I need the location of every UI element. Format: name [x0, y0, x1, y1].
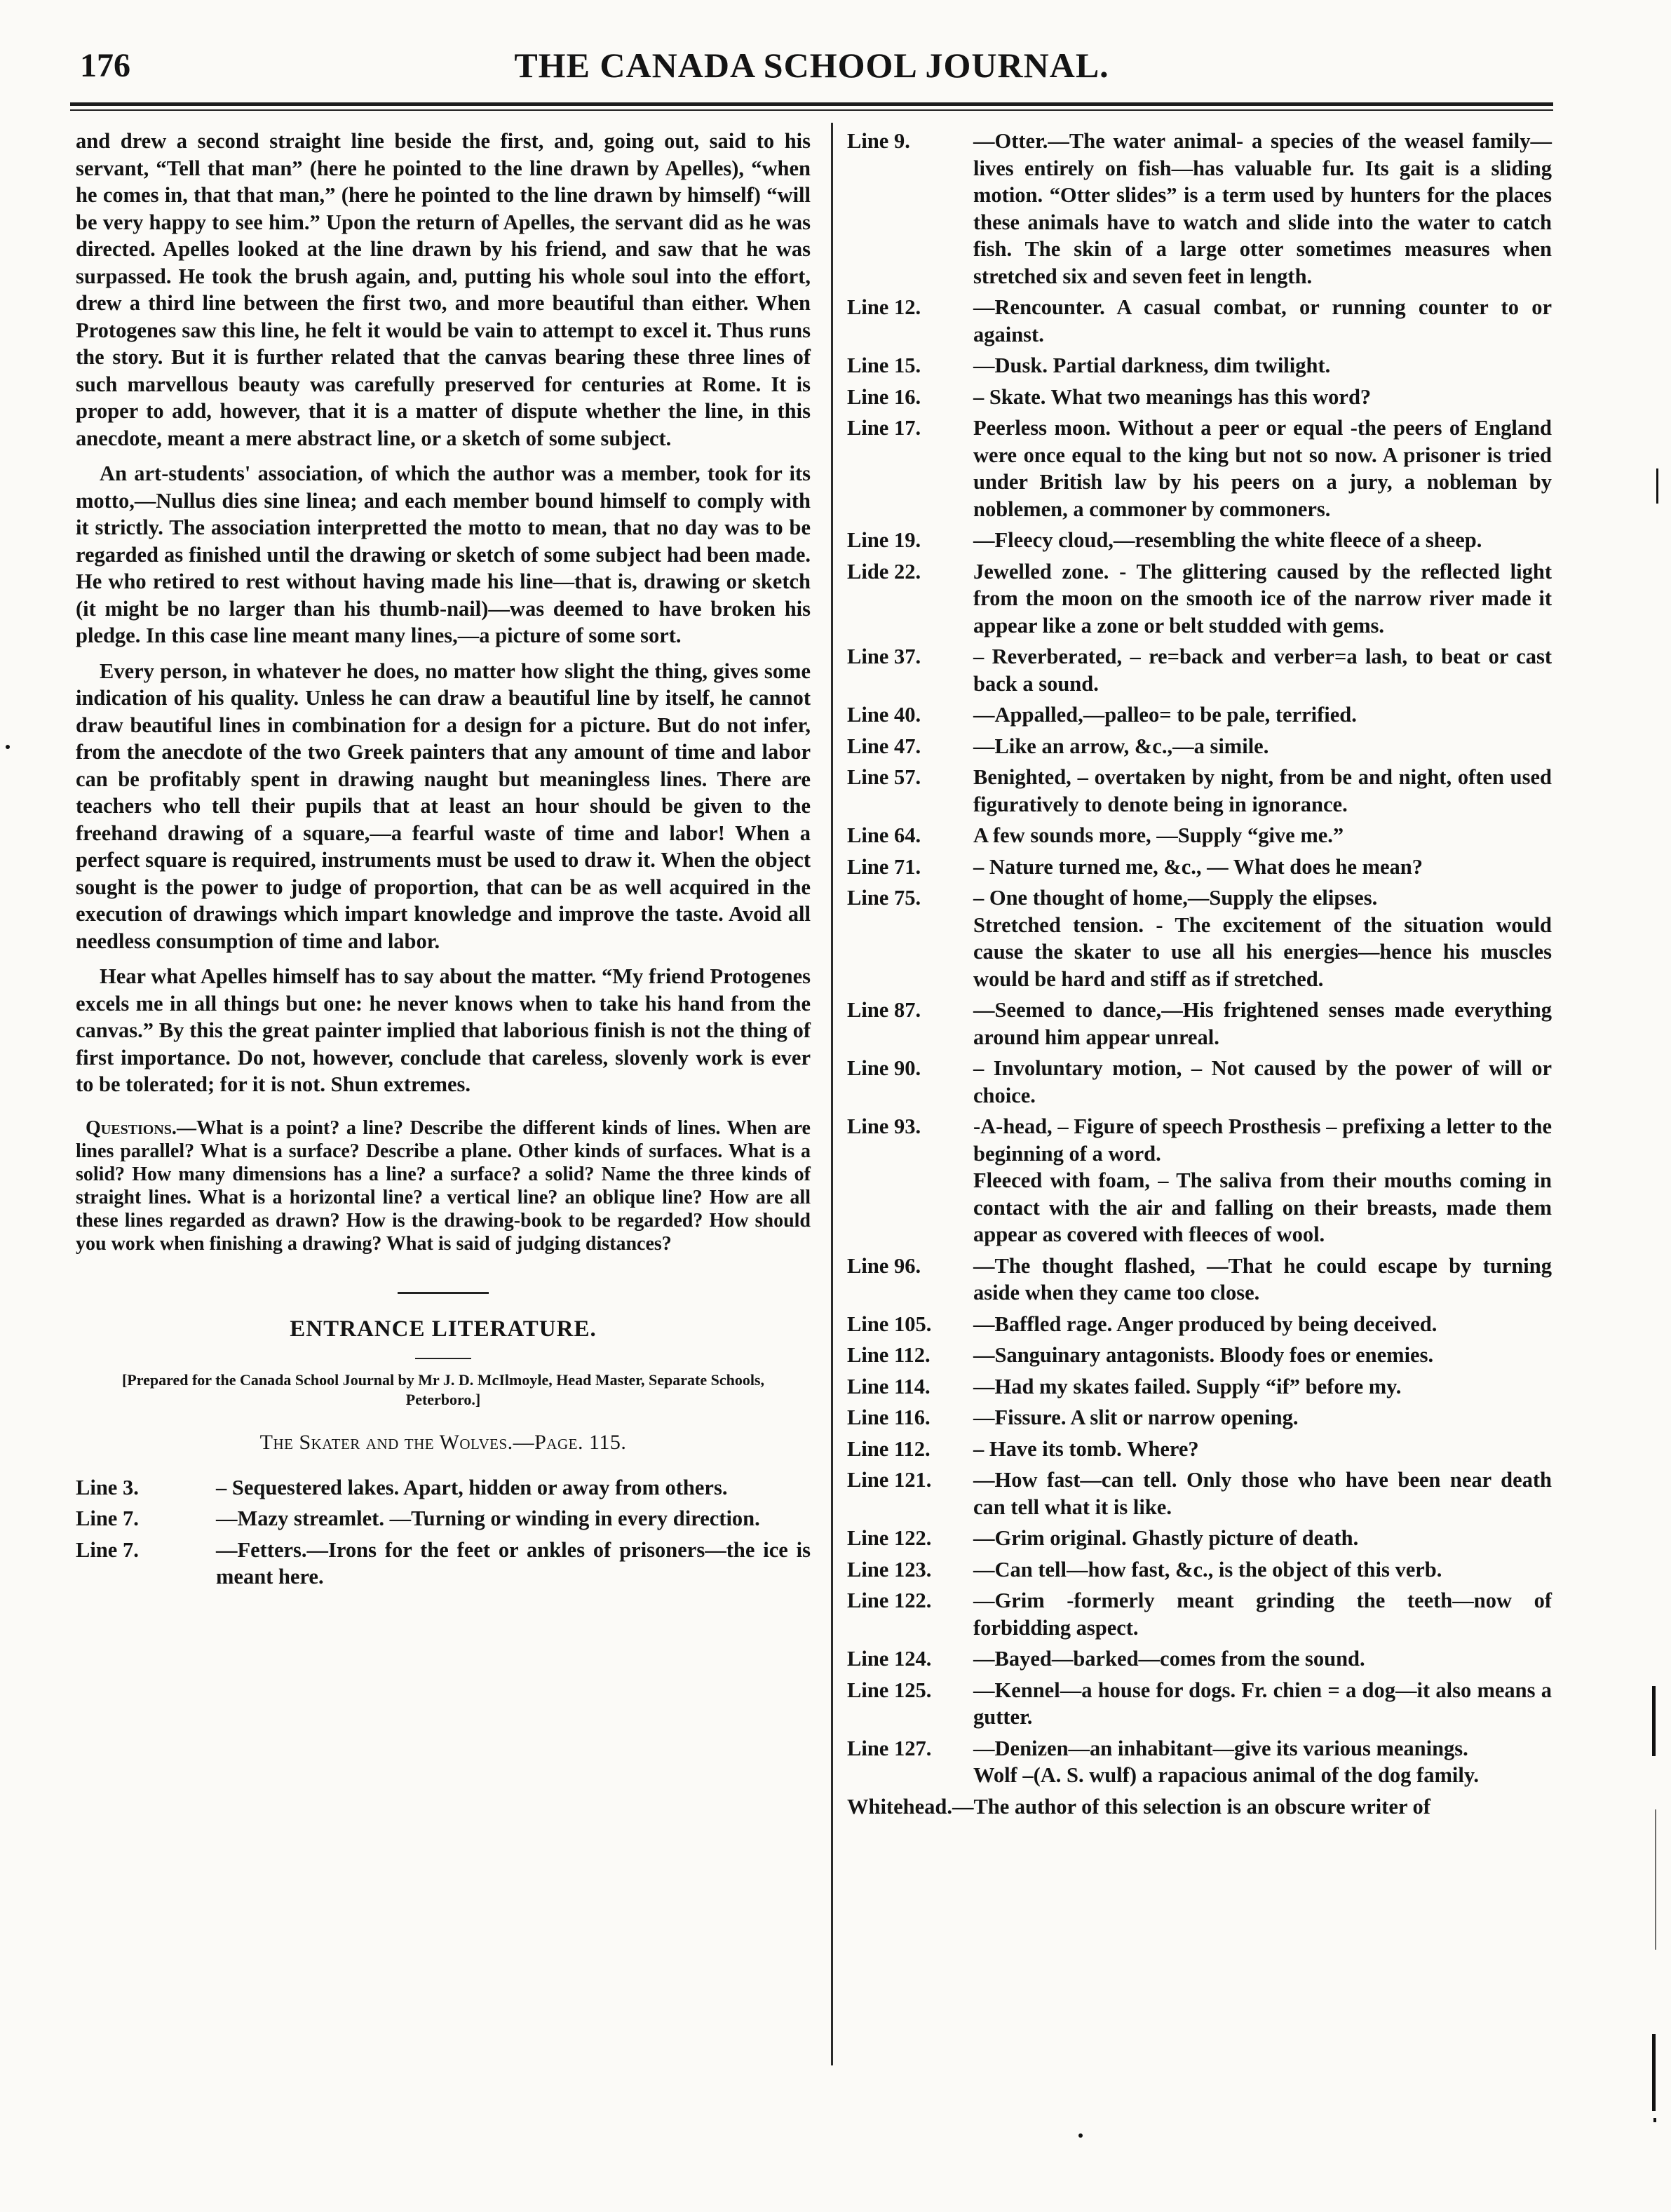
line-ref: Line 9.	[847, 129, 910, 153]
line-note	[847, 527, 1552, 554]
line-ref: Line 75.	[847, 886, 921, 910]
line-note	[847, 1253, 1552, 1307]
line-ref: Line 19.	[847, 528, 921, 552]
margin-mark	[6, 745, 10, 749]
line-ref: Line 15.	[847, 353, 921, 377]
line-note	[847, 997, 1552, 1051]
note-text: —Seemed to dance,—His frightened senses made everything around him appear unreal.	[973, 998, 1552, 1049]
line-ref: Line 93.	[847, 1114, 921, 1138]
line-note	[847, 701, 1552, 729]
note-text: —Dusk. Partial darkness, dim twilight.	[973, 353, 1331, 377]
note-text: —Denizen—an inhabitant—give its various meanings.	[973, 1736, 1468, 1760]
line-ref: Line 57.	[847, 765, 921, 789]
line-note	[847, 1404, 1552, 1431]
line-note	[76, 1505, 811, 1532]
note-text: —Fetters.—Irons for the feet or ankles of prisoners—the ice is meant here.	[216, 1537, 811, 1589]
note-text: —Can tell—how fast, &c., is the object of this verb.	[973, 1557, 1442, 1582]
line-ref: Line 121.	[847, 1468, 932, 1492]
left-column	[76, 128, 811, 1595]
line-note	[847, 764, 1552, 818]
line-note	[847, 1436, 1552, 1463]
note-text: Peerless moon. Without a peer or equal -the peers of England were once equal to the king but not so now. A prisoner is tried under British law by his peers on a jury, a nobleman by noblemen, a commoner by commoners.	[973, 416, 1552, 521]
header-rule-thick	[70, 102, 1553, 106]
line-note	[847, 558, 1552, 640]
line-note	[847, 1645, 1552, 1673]
line-ref: Lide 22.	[847, 559, 921, 584]
line-ref: Line 47.	[847, 734, 921, 758]
line-ref: Line 37.	[847, 645, 921, 668]
line-note	[847, 1735, 1552, 1789]
note-text: Whitehead.—The author of this selection is an obscure writer of	[847, 1794, 1430, 1819]
line-note	[847, 643, 1552, 697]
note-text: —Kennel—a house for dogs. Fr. chien = a dog—it also means a gutter.	[973, 1678, 1552, 1729]
body-paragraph: Hear what Apelles himself has to say about the matter. “My friend Protogenes excels me in all things but one: he never knows when to take his hand from the canvas.” By this the great painter implied that laborious finish is not the thing of first importance. Do not, however, conclude that careless, slovenly work is ever to be tolerated; for it is not. Shun extremes.	[76, 964, 811, 1096]
lesson-heading: The Skater and the Wolves.—Page. 115.	[259, 1430, 627, 1454]
line-ref: Line 123.	[847, 1557, 932, 1582]
line-note	[847, 854, 1552, 881]
line-ref: Line 96.	[847, 1253, 921, 1278]
line-ref: Line 112.	[847, 1436, 931, 1461]
page-number: 176	[80, 47, 130, 84]
line-ref: Line 127.	[847, 1736, 932, 1760]
line-note	[847, 1677, 1552, 1731]
note-text: —Rencounter. A casual combat, or running counter to or against.	[973, 295, 1552, 346]
header-rule-thin	[70, 109, 1553, 111]
line-note	[847, 884, 1552, 992]
line-ref: Line 116.	[847, 1405, 931, 1429]
line-note	[847, 128, 1552, 290]
note-text: Benighted, – overtaken by night, from be and night, often used figuratively to denote being in ignorance.	[973, 765, 1552, 816]
line-note	[847, 1556, 1552, 1584]
section-subdivider	[415, 1358, 471, 1359]
note-text: Jewelled zone. - The glittering caused by the reflected light from the moon on the smooth ice of the narrow river made it appear like a zone or belt studded with gems.	[973, 559, 1552, 638]
line-ref: Line 71.	[847, 854, 921, 879]
questions-label: Questions.	[86, 1117, 177, 1139]
margin-mark	[1653, 2118, 1656, 2122]
note-text: —Had my skates failed. Supply “if” before my.	[973, 1374, 1402, 1398]
line-ref: Line 12.	[847, 295, 921, 319]
line-ref: Line 90.	[847, 1056, 921, 1080]
journal-title: THE CANADA SCHOOL JOURNAL.	[514, 46, 1109, 85]
note-text: —The thought flashed, —That he could escape by turning aside when they came too close.	[973, 1253, 1552, 1304]
margin-mark	[1656, 468, 1658, 504]
line-ref: Line 124.	[847, 1647, 932, 1671]
closing-note	[847, 1793, 1552, 1821]
line-note	[847, 1113, 1552, 1248]
line-ref: Line 87.	[847, 998, 921, 1022]
line-ref: Line 7.	[76, 1506, 139, 1530]
line-note	[76, 1474, 811, 1502]
line-note	[847, 733, 1552, 760]
line-note	[847, 822, 1552, 849]
margin-mark	[1652, 2034, 1656, 2111]
section-divider	[398, 1292, 489, 1294]
note-text: – One thought of home,—Supply the elipses.	[973, 886, 1378, 910]
prepared-note: [Prepared for the Canada School Journal by Mr J. D. McIlmoyle, Head Master, Separate Schools, Peterboro.]	[121, 1370, 764, 1408]
note-text: – Reverberated, – re=back and verber=a lash, to beat or cast back a sound.	[973, 645, 1552, 696]
line-note	[847, 352, 1552, 379]
line-note	[76, 1537, 811, 1591]
line-note	[847, 1466, 1552, 1520]
note-continuation: Fleeced with foam, – The saliva from their mouths coming in contact with the air and falling on their breasts, made them appear as covered with fleeces of wool.	[973, 1168, 1552, 1246]
column-divider	[831, 123, 833, 2065]
line-ref: Line 40.	[847, 703, 921, 727]
line-ref: Line 7.	[76, 1537, 139, 1562]
note-text: —Fleecy cloud,—resembling the white fleece of a sheep.	[973, 528, 1482, 552]
line-ref: Line 16.	[847, 384, 921, 409]
note-text: – Nature turned me, &c., — What does he mean?	[973, 854, 1423, 879]
note-text: —Like an arrow, &c.,—a simile.	[973, 734, 1269, 758]
note-text: —Fissure. A slit or narrow opening.	[973, 1405, 1299, 1429]
note-text: -A-head, – Figure of speech Prosthesis – prefixing a letter to the beginning of a word.	[973, 1114, 1552, 1166]
body-paragraph: An art-students' association, of which the author was a member, took for its motto,—Nullus dies sine linea; and each member bound himself to comply with it strictly. The association interpretted the motto to mean, that no day was to be regarded as finished until the drawing or sketch of some subject had been made. He who retired to rest without having made his line—that is, drawing or sketch (it might be no larger than his thumb-nail)—was deemed to have broken his pledge. In this case line meant many lines,—a picture of some sort.	[76, 461, 811, 647]
line-ref: Line 3.	[76, 1475, 139, 1499]
line-ref: Line 64.	[847, 823, 921, 847]
note-text: – Have its tomb. Where?	[973, 1436, 1199, 1461]
questions-block	[76, 1117, 811, 1255]
line-ref: Line 105.	[847, 1311, 932, 1336]
margin-mark	[1078, 2133, 1083, 2138]
note-text: —Baffled rage. Anger produced by being deceived.	[973, 1311, 1437, 1336]
note-text: —How fast—can tell. Only those who have been near death can tell what it is like.	[973, 1468, 1552, 1519]
line-note	[847, 1055, 1552, 1109]
note-text: —Mazy streamlet. —Turning or winding in every direction.	[216, 1506, 760, 1530]
line-note	[847, 1373, 1552, 1401]
line-ref: Line 17.	[847, 416, 921, 440]
right-column	[847, 128, 1552, 1824]
note-continuation: Stretched tension. - The excitement of the situation would cause the skater to use all his energies—hence his muscles would be hard and stiff as if stretched.	[973, 912, 1552, 991]
line-note	[847, 384, 1552, 411]
note-text: —Grim -formerly meant grinding the teeth—now of forbidding aspect.	[973, 1589, 1552, 1640]
line-ref: Line 122.	[847, 1589, 932, 1612]
note-text: —Sanguinary antagonists. Bloody foes or enemies.	[973, 1343, 1434, 1367]
section-heading: ENTRANCE LITERATURE.	[290, 1316, 597, 1342]
note-text: – Involuntary motion, – Not caused by the power of will or choice.	[973, 1056, 1552, 1107]
questions-text: —What is a point? a line? Describe the different kinds of lines. When are lines parallel? What is a surface? Describe a plane. Other kinds of surfaces. What is a solid? How many dimensions has a line? a surface? a solid? Name the three kinds of straight lines. What is a horizontal line? a vertical line? an oblique line? How are all these lines regarded as drawn? How is the drawing-book to be regarded? How should you work when finishing a drawing? What is said of judging distances?	[76, 1117, 811, 1255]
line-ref: Line 125.	[847, 1678, 932, 1702]
body-paragraph: and drew a second straight line beside the first, and, going out, said to his servant, “Tell that man” (here he pointed to the line drawn by Apelles), “when he comes in, that that man,” (here he pointed to the line drawn by himself) “will be very happy to see him.” Upon the return of Apelles, the servant did as he was directed. Apelles looked at the line drawn by his friend, and saw that he was surpassed. He took the brush again, and, putting his whole soul into the effort, drew a third line between the first two, and more beautiful than either. When Protogenes saw this line, he felt it would be vain to attempt to excel it. Thus runs the story. But it is further related that the canvas bearing these three lines of such marvellous beauty was carefully preserved for centuries at Rome. It is proper to add, however, that it is a matter of dispute whether the line, in this anecdote, meant a mere abstract line, or a sketch of some subject.	[76, 129, 811, 450]
note-text: A few sounds more, —Supply “give me.”	[973, 823, 1344, 847]
note-text: —Otter.—The water animal- a species of the weasel family—lives entirely on fish—has valuable fur. Its gait is a sliding motion. “Otter slides” is a term used by hunters for the places these animals have to watch and slide into the water to catch fish. The skin of a large otter sometimes measures when stretched six and seven feet in length.	[973, 129, 1552, 288]
line-note	[847, 1311, 1552, 1338]
page-header	[70, 41, 1553, 97]
line-note	[847, 1525, 1552, 1552]
line-note	[847, 294, 1552, 348]
margin-mark	[1655, 1809, 1656, 1950]
line-ref: Line 122.	[847, 1526, 932, 1550]
body-paragraph: Every person, in whatever he does, no matter how slight the thing, gives some indication of his quality. Unless he can draw a beautiful line by itself, he cannot draw beautiful lines in combination for a design for a picture. But do not infer, from the anecdote of the two Greek painters that any amount of time and labor can be profitably spent in drawing naught but meaningless lines. There are teachers who tell their pupils that at least an hour should be given to the freehand drawing of a square,—a fearful waste of time and labor! When a perfect square is required, instruments must be used to draw it. When the object sought is the power to judge of proportion, that can be as well acquired in the execution of drawings which impart knowledge and improve the taste. Avoid all needless consumption of time and labor.	[76, 659, 811, 953]
note-text: —Appalled,—palleo= to be pale, terrified.	[973, 703, 1357, 727]
line-note	[847, 1587, 1552, 1641]
line-note	[847, 414, 1552, 522]
note-text: – Sequestered lakes. Apart, hidden or away from others.	[216, 1475, 728, 1499]
note-continuation: Wolf –(A. S. wulf) a rapacious animal of the dog family.	[973, 1763, 1480, 1787]
note-text: – Skate. What two meanings has this word?	[973, 384, 1372, 409]
line-note	[847, 1342, 1552, 1369]
line-ref: Line 112.	[847, 1343, 931, 1367]
note-text: —Bayed—barked—comes from the sound.	[973, 1647, 1365, 1671]
margin-mark	[1652, 1686, 1656, 1756]
line-ref: Line 114.	[847, 1374, 931, 1398]
note-text: —Grim original. Ghastly picture of death.	[973, 1526, 1359, 1550]
